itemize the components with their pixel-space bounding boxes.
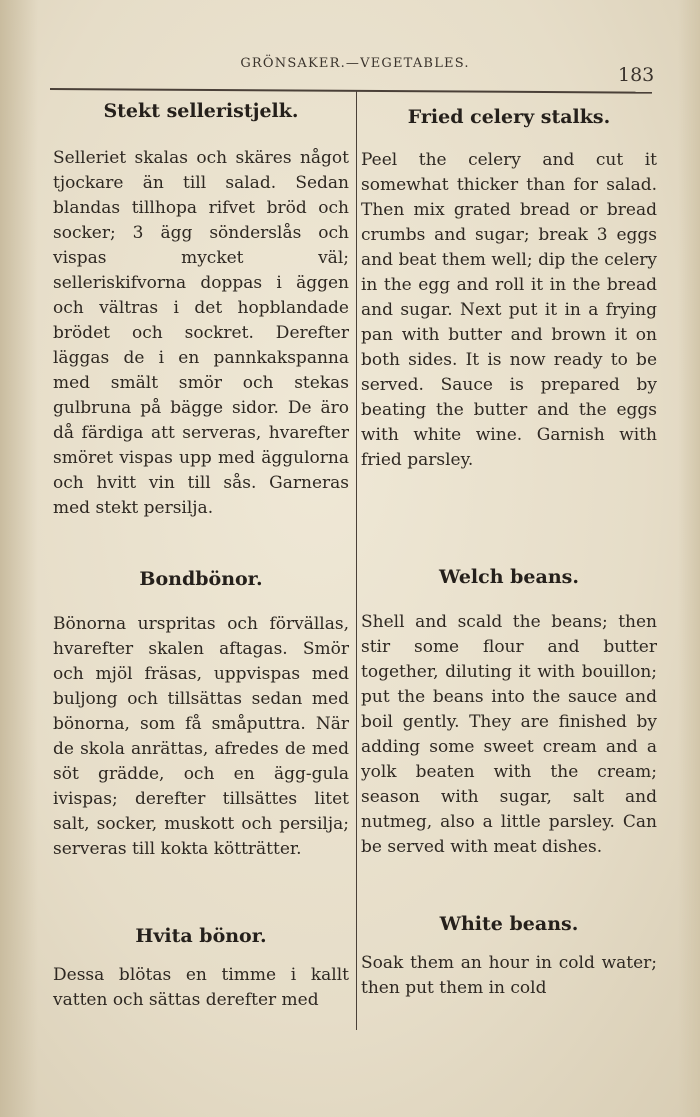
recipe-text-swedish: Selleriet skalas och skäres något tjockare än till salad. Sedan blandas tillhopa rifvet bröd och socker; 3 ägg sönderslås och vispas mycket väl; selleriskifvorna doppas i äggen och vältras i det hopblandade brödet och sockret. Derefter läggas de i en pannkakspanna med smält smör och stekas gulbruna på bägge sidor. De äro då färdiga att serveras, hvarefter smöret vispas upp med äggulorna och hvitt vin till sås. Garneras med stekt persilja. bbox=[53, 148, 349, 518]
recipe-title-swedish: Hvita bönor. bbox=[135, 925, 267, 947]
page-number: 183 bbox=[618, 64, 655, 86]
recipe-text-english: Peel the celery and cut it somewhat thicker than for salad. Then mix grated bread or bread crumbs and sugar; break 3 eggs and beat them well; dip the celery in the egg and roll it in the bread and sugar. Next put it in a frying pan with butter and brown it on both sides. It is now ready to be served. Sauce is prepared by beating the butter and the eggs with white wine. Garnish with fried parsley. bbox=[361, 150, 657, 470]
recipe-swedish-2 bbox=[53, 568, 349, 862]
page-edge-shadow-left bbox=[0, 0, 38, 1117]
recipe-text-english: Soak them an hour in cold water; then put them in cold bbox=[361, 953, 657, 998]
recipe-title-english: Welch beans. bbox=[439, 566, 579, 588]
column-divider bbox=[356, 90, 357, 1030]
recipe-swedish-3 bbox=[53, 925, 349, 1013]
recipe-title-english: Fried celery stalks. bbox=[407, 106, 611, 128]
recipe-english-3 bbox=[361, 913, 657, 1001]
recipe-text-swedish: Dessa blötas en timme i kallt vatten och sättas derefter med bbox=[53, 965, 349, 1010]
recipe-title-swedish: Stekt selleristjelk. bbox=[103, 100, 299, 122]
recipe-swedish-1 bbox=[53, 100, 349, 521]
running-header: GRÖNSAKER.—VEGETABLES. bbox=[240, 56, 470, 71]
header-rule bbox=[50, 88, 652, 94]
recipe-english-2 bbox=[361, 566, 657, 860]
page-edge-shadow-right bbox=[678, 0, 700, 1117]
recipe-text-english: Shell and scald the beans; then stir some flour and butter together, diluting it with bouillon; put the beans into the sauce and boil gently. They are finished by adding some sweet cream and a yolk beaten with the cream; season with sugar, salt and nutmeg, also a little parsley. Can be served with meat dishes. bbox=[361, 612, 657, 857]
recipe-text-swedish: Bönorna urspritas och förvällas, hvarefter skalen aftagas. Smör och mjöl fräsas, uppvispas med buljong och tillsättas sedan med bönorna, som få småputtra. När de skola anrättas, afredes de med söt grädde, och en ägg-gula ivispas; derefter tillsättes litet salt, socker, muskott och persilja; serveras till kokta kötträtter. bbox=[53, 614, 349, 859]
recipe-english-1 bbox=[361, 106, 657, 473]
recipe-title-swedish: Bondbönor. bbox=[139, 568, 263, 590]
recipe-title-english: White beans. bbox=[439, 913, 579, 935]
